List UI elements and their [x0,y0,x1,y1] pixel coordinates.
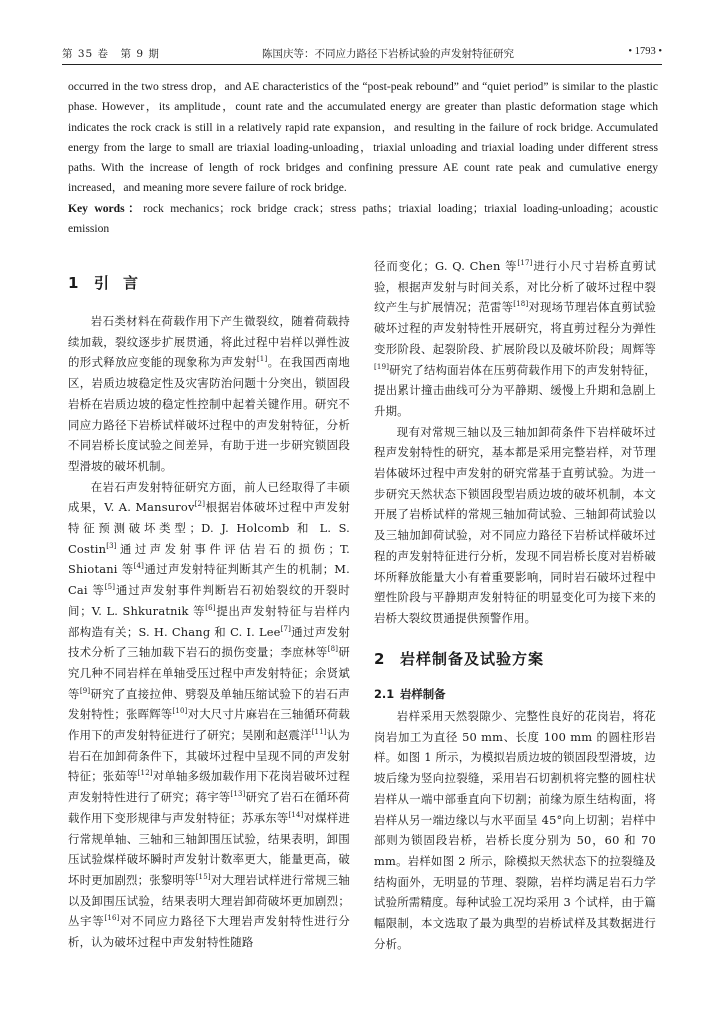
keywords-text: rock mechanics；rock bridge crack；stress paths；triaxial loading；triaxial loading-unloading；acoustic emission [68,201,659,236]
abstract-text: occurred in the two stress drop，and AE characteristics of the “post-peak rebound” and “quiet period” is similar to the plastic phase. However，its amplitude，count rate and the accumulated energy are greater than plastic deformation stage which indicates the rock crack is still in a relatively rapid rate expansion，and resulting in the failure of rock bridge. Accumulated energy from the large to small are triaxial loading-unloading，triaxial unloading and triaxial loading under different stress paths. With the increase of length of rock bridges and confining pressure AE count rate peak and cumulative energy increased，and meaning more severe failure of rock bridge. [68,80,658,195]
left-column [68,311,350,953]
section-2-number: 2 [374,650,386,668]
subsection-2-1-heading [374,686,446,702]
citation: [15] [195,873,211,882]
citation: [4] [133,562,145,571]
citation: [7] [280,624,292,633]
citation: [1] [256,355,268,364]
subsection-title: 岩样制备 [400,687,446,701]
citation: [12] [137,769,153,778]
citation: [11] [311,728,327,737]
citation: [19] [374,362,390,371]
section-1-number: 1 [68,274,80,292]
keywords-line [68,199,658,240]
sample-prep-paragraph: 岩样采用天然裂隙少、完整性良好的花岗岩，将花岗岩加工为直径 50 mm、长度 100 mm 的圆柱形岩样。如图 1 所示，为模拟岩质边坡的锁固段型滑坡，边坡后缘为竖向拉裂缝，采用岩石切割机将完整的圆柱状岩样从一端中部垂直向下切割；前缘为原生结构面，将岩样从另一端边缘以与水平面呈 45°向上切割；岩样中部则为锁固段岩桥，岩桥长度分别为 50，60 和 70 mm。岩样如图 2 所示，除模拟天然状态下的拉裂缝及结构面外，无明显的节理、裂隙，岩样均满足岩石力学试验所需精度。每种试验工况均采用 3 个试样，由于篇幅限制，本文选取了最为典型的岩桥试样及其数据进行分析。 [374,709,656,951]
citation: [16] [104,914,120,923]
volume-issue: 第 35 卷 第 9 期 [62,48,160,60]
citation: [17] [517,259,533,268]
citation: [5] [104,583,116,592]
running-header [62,44,662,62]
keywords-label: Key words： [68,201,144,215]
section-1-heading [68,272,152,293]
section-2-heading [374,648,544,669]
section-2-title: 岩样制备及试验方案 [400,650,545,668]
page-number: • 1793 • [628,46,662,57]
citation: [6] [205,604,216,613]
section-2-body [374,706,656,954]
intro-paragraph-1: 岩石类材料在荷载作用下产生微裂纹，随着荷载持续加载，裂纹逐步扩展贯通，将此过程中岩样以弹性波的形式释放应变能的现象称为声发射[1]。在我国西南地区，岩质边坡稳定性及灾害防治问题十分突出，锁固段岩桥在岩质边坡的稳定性控制中起着关键作用。研究不同应力路径下岩桥试样破坏过程中的声发射特征，分析不同岩桥长度试验之间差异，有助于进一步研究锁固段型滑坡的破坏机制。 [68,314,350,473]
header-divider [62,64,662,65]
intro-paragraph-2-continued: 径而变化；G. Q. Chen 等[17]进行小尺寸岩桥直剪试验，根据声发射与时间关系，对比分析了破坏过程中裂纹产生与扩展情况；范雷等[18]对现场节理岩体直剪试验破坏过程的声发射特性开展研究，将直剪过程分为弹性变形阶段、起裂阶段、扩展阶段以及破坏阶段；周辉等[19]研究了结构面岩体在压剪荷载作用下的声发射特征，提出累计撞击曲线可分为平静期、缓慢上升期和急剧上升期。 [374,259,657,418]
intro-paragraph-3: 现有对常规三轴以及三轴加卸荷条件下岩样破坏过程声发射特性的研究，基本都是采用完整岩样，对节理岩体破坏过程中声发射的研究常基于直剪试验。为进一步研究天然状态下锁固段型岩质边坡的破坏机制，本文开展了岩桥试样的常规三轴加荷试验、三轴卸荷试验以及三轴加卸荷试验，对不同应力路径下岩桥试样破坏过程的声发射特征进行分析，发现不同岩桥长度对岩桥破坏所释放能量大小有着重要影响，同时岩石破坏过程中塑性阶段与平静期声发射特征的明显变化可为接下来的岩桥大裂纹贯通提供预警作用。 [374,424,656,625]
citation: [3] [106,541,117,550]
abstract-block [68,77,658,239]
intro-paragraph-2: 在岩石声发射特征研究方面，前人已经取得了丰硕成果，V. A. Mansurov[2]根据岩体破坏过程中声发射特征预测破坏类型；D. J. Holcomb 和 L. S. Costin[3]通过声发射事件评估岩石的损伤；T. Shiotani 等[4]通过声发射特征判断其产生的机制；M. Cai 等[5]通过声发射事件判断岩石初始裂纹的开裂时间；V. L. Shkuratnik 等[6]提出声发射特征与岩样内部构造有关；S. H. Chang 和 C. I. Lee[7]通过声发射技术分析了三轴加载下岩石的损伤变量；李庶林等[8]研究几种不同岩样在单轴受压过程中声发射特征；余贤斌等[9]研究了直接拉伸、劈裂及单轴压缩试验下的岩石声发射特性；张晖辉等[10]对大尺寸片麻岩在三轴循环荷载作用下的声发射特征进行了研究；吴刚和赵震洋[11]认为岩石在加卸荷条件下，其破坏过程中呈现不同的声发射特征；张茹等[12]对单轴多级加载作用下花岗岩破坏过程声发射特性进行了研究；蒋宇等[13]研究了岩石在循环荷载作用下变形规律与声发射特征；苏承东等[14]对煤样进行常规单轴、三轴和三轴卸围压试验，结果表明，卸围压试验煤样破坏瞬时声发射计数率更大，能量更高，破坏时更加剧烈；张黎明等[15]对大理岩试样进行常规三轴以及卸围压试验，结果表明大理岩卸荷破坏更加剧烈；丛宇等[16]对不同应力路径下大理岩声发射特性进行分析，认为破坏过程中声发射特性随路 [68,479,351,950]
citation: [18] [513,300,529,309]
section-1-title: 引言 [94,274,153,292]
citation: [10] [172,707,188,716]
right-column [374,256,656,629]
citation: [14] [288,811,304,820]
citation: [2] [194,500,206,509]
citation: [13] [230,790,246,799]
running-title: 陈国庆等：不同应力路径下岩桥试验的声发射特征研究 [262,48,514,60]
citation: [9] [79,686,91,695]
citation: [8] [327,645,339,654]
subsection-number: 2.1 [374,687,395,701]
